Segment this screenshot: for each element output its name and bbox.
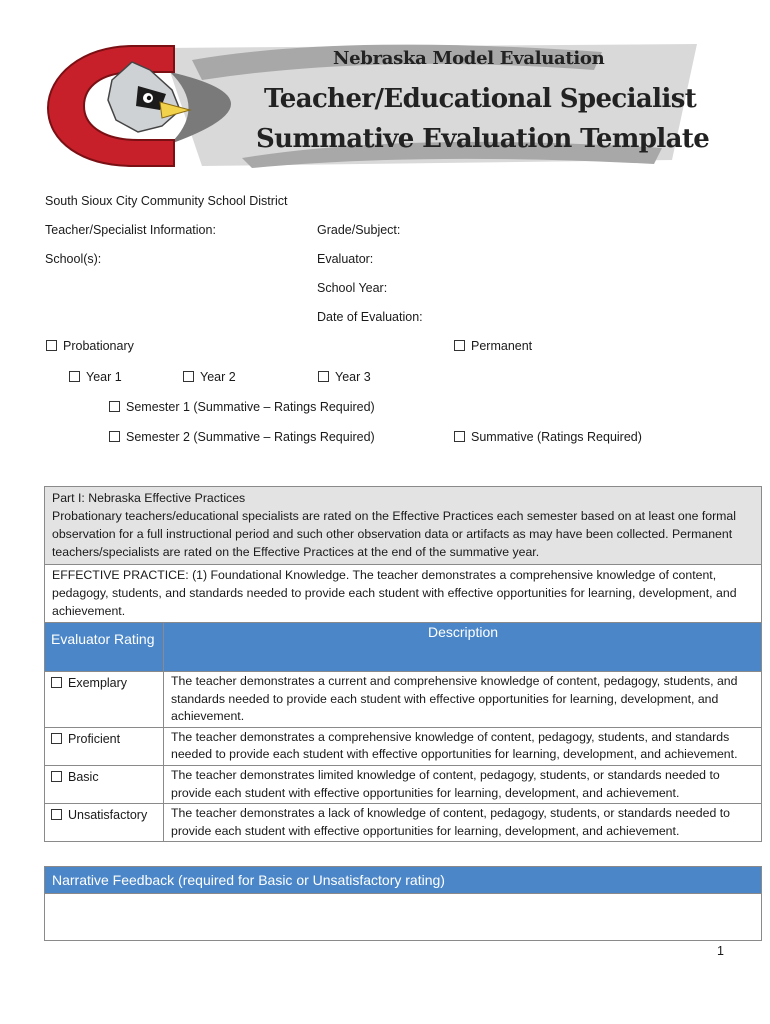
permanent-checkbox[interactable]: Permanent xyxy=(454,339,532,353)
grade-subject-field[interactable]: Grade/Subject: xyxy=(317,223,401,237)
teacher-info-field[interactable]: Teacher/Specialist Information: xyxy=(45,223,216,237)
part1-intro: Probationary teachers/educational specialists are rated on the Effective Practices each semester based on at least one formal observation for a full instructional period and such other observation data or artifacts as may have been collected. Permanent teachers/specialists are rated on the Effective Practices at the end of the summative year. xyxy=(52,509,736,559)
checkbox-icon xyxy=(69,371,80,382)
part1-title: Part I: Nebraska Effective Practices xyxy=(52,491,246,505)
school-year-field[interactable]: School Year: xyxy=(317,281,388,295)
year1-checkbox[interactable]: Year 1 xyxy=(69,370,122,384)
checkbox-icon xyxy=(318,371,329,382)
schools-field[interactable]: School(s): xyxy=(45,252,102,266)
banner-line1: Nebraska Model Evaluation xyxy=(333,48,605,69)
rating-basic-checkbox[interactable]: Basic xyxy=(45,765,164,803)
rating-table-header xyxy=(45,623,761,672)
table-row xyxy=(45,765,761,803)
semester1-checkbox[interactable]: Semester 1 (Summative – Ratings Required) xyxy=(109,400,375,414)
narrative-feedback-section xyxy=(44,866,762,941)
rating-description: The teacher demonstrates a lack of knowledge of content, pedagogy, students, or standards needed to provide each student with effective opportunities for learning, development, and achievement. xyxy=(164,804,762,842)
banner-line3: Summative Evaluation Template xyxy=(256,124,710,154)
year3-checkbox[interactable]: Year 3 xyxy=(318,370,371,384)
checkbox-icon xyxy=(46,340,57,351)
rating-description: The teacher demonstrates a comprehensive knowledge of content, pedagogy, students, and standards needed to provide each student with effective opportunities for learning, development, and achievement. xyxy=(164,727,762,765)
date-of-evaluation-field[interactable]: Date of Evaluation: xyxy=(317,310,423,324)
summative-checkbox[interactable]: Summative (Ratings Required) xyxy=(454,430,642,444)
part1-header xyxy=(45,487,761,565)
table-row xyxy=(45,804,761,842)
rating-unsatisfactory-checkbox[interactable]: Unsatisfactory xyxy=(45,804,164,842)
rating-exemplary-checkbox[interactable]: Exemplary xyxy=(45,672,164,728)
year2-checkbox[interactable]: Year 2 xyxy=(183,370,236,384)
col-description: Description xyxy=(164,623,762,672)
checkbox-icon xyxy=(51,677,62,688)
checkbox-icon xyxy=(454,340,465,351)
narrative-feedback-heading: Narrative Feedback (required for Basic or Unsatisfactory rating) xyxy=(45,867,761,893)
rating-description: The teacher demonstrates limited knowledge of content, pedagogy, students, or standards needed to provide each student with effective opportunities for learning, development, and achievement. xyxy=(164,765,762,803)
checkbox-icon xyxy=(454,431,465,442)
narrative-feedback-input[interactable] xyxy=(45,893,761,940)
checkbox-icon xyxy=(109,431,120,442)
cardinal-c-logo-icon xyxy=(48,46,190,166)
rating-table xyxy=(45,622,761,841)
table-row xyxy=(45,672,761,728)
probationary-checkbox[interactable]: Probationary xyxy=(46,339,134,353)
col-evaluator-rating: Evaluator Rating xyxy=(45,623,164,672)
checkbox-icon xyxy=(109,401,120,412)
semester2-checkbox[interactable]: Semester 2 (Summative – Ratings Required) xyxy=(109,430,375,444)
effective-practices-section xyxy=(44,486,762,842)
page-number: 1 xyxy=(717,944,724,958)
checkbox-icon xyxy=(51,771,62,782)
rating-proficient-checkbox[interactable]: Proficient xyxy=(45,727,164,765)
rating-description: The teacher demonstrates a current and comprehensive knowledge of content, pedagogy, students, and standards needed to provide each student with effective opportunities for learning, development, and achievement. xyxy=(164,672,762,728)
banner-line2: Teacher/Educational Specialist xyxy=(264,84,697,114)
district-name: South Sioux City Community School District xyxy=(45,194,288,208)
checkbox-icon xyxy=(51,809,62,820)
evaluator-field[interactable]: Evaluator: xyxy=(317,252,374,266)
effective-practice-text: EFFECTIVE PRACTICE: (1) Foundational Knowledge. The teacher demonstrates a comprehensive knowledge of content, pedagogy, students, and standards needed to provide each student with effective opportunities for learning, development, and achievement. xyxy=(52,568,737,618)
checkbox-icon xyxy=(183,371,194,382)
checkbox-icon xyxy=(51,733,62,744)
table-row xyxy=(45,727,761,765)
